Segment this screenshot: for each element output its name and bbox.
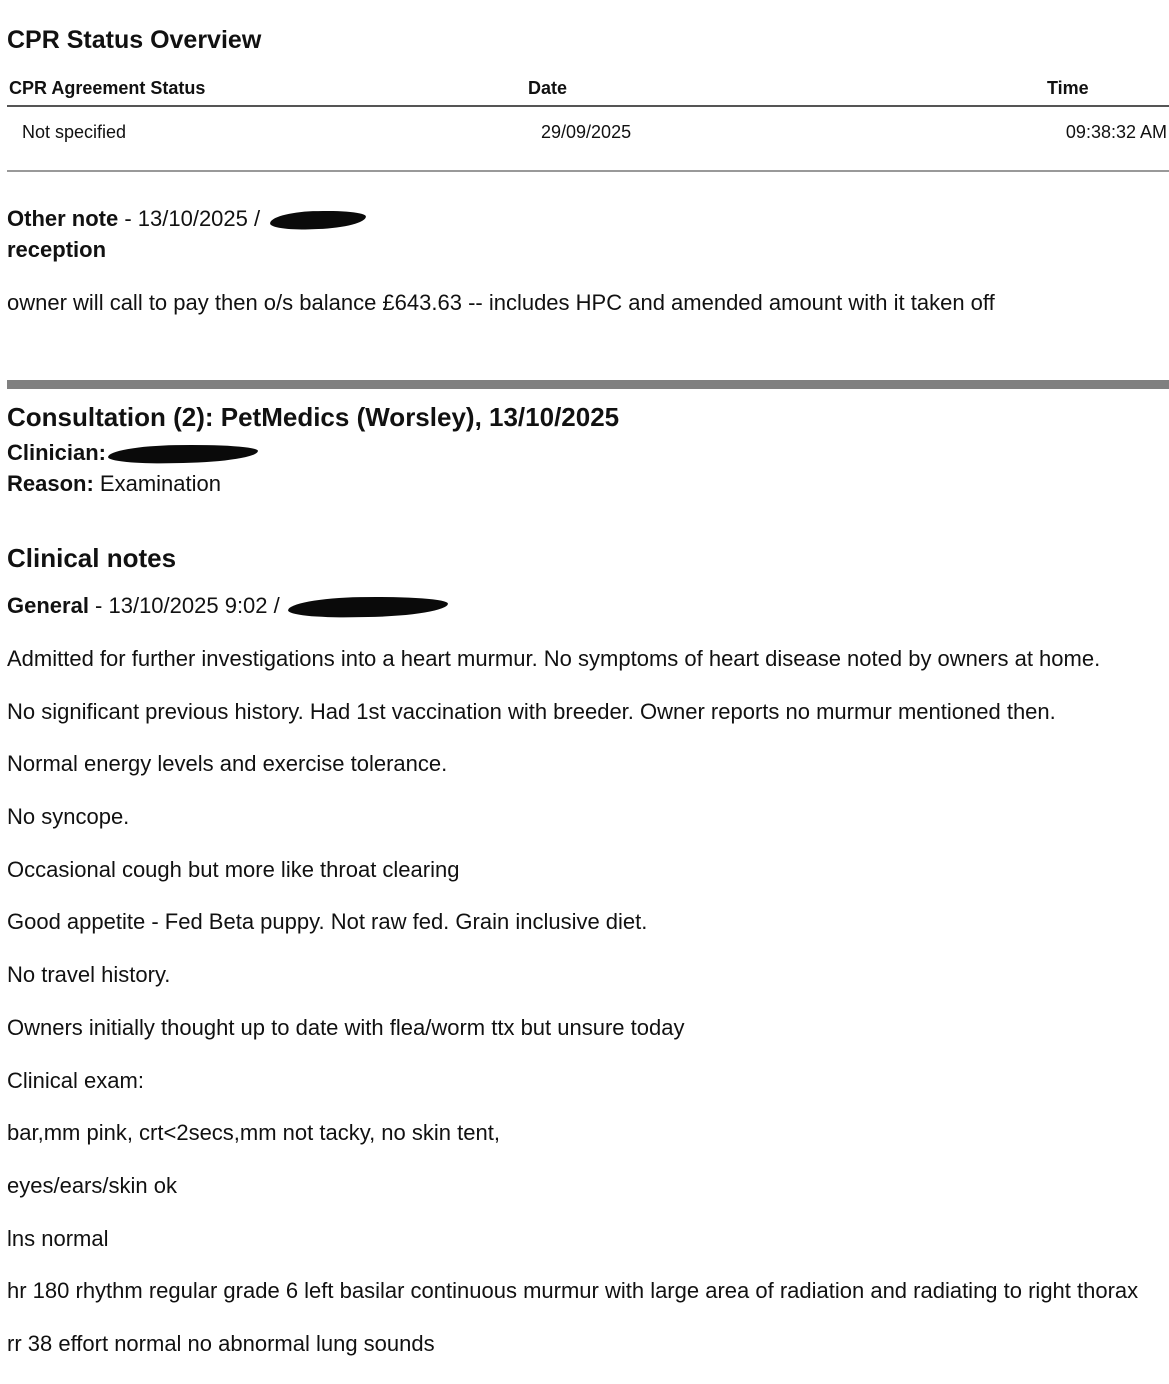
other-note-subtitle: reception (7, 237, 107, 262)
section-divider (7, 380, 1169, 389)
clinician-label: Clinician: (7, 440, 107, 465)
note-paragraph: eyes/ears/skin ok (7, 1172, 177, 1198)
redacted-author (288, 596, 448, 619)
general-note-header (7, 593, 448, 619)
note-paragraph: No significant previous history. Had 1st vaccination with breeder. Owner reports no murmur mentioned then. (7, 698, 1056, 724)
col-header-date: Date (528, 78, 568, 98)
cpr-date-value: 29/09/2025 (541, 122, 632, 142)
note-paragraph: Admitted for further investigations into a heart murmur. No symptoms of heart disease noted by owners at home. (7, 646, 1101, 671)
col-header-time: Time (1047, 78, 1089, 98)
general-label: General (7, 593, 89, 618)
note-paragraph: Occasional cough but more like throat clearing (7, 856, 460, 882)
cpr-table-header (7, 78, 1169, 107)
clinical-notes-heading: Clinical notes (7, 543, 177, 573)
note-paragraph: lns normal (7, 1225, 109, 1251)
cpr-time-value: 09:38:32 AM (1065, 122, 1167, 142)
general-meta: - 13/10/2025 9:02 / (88, 593, 286, 618)
col-header-status: CPR Agreement Status (9, 78, 206, 98)
note-paragraph: hr 180 rhythm regular grade 6 left basilar continuous murmur with large area of radiation and radiating to right thorax (7, 1278, 1139, 1304)
redacted-clinician (108, 444, 258, 465)
clinical-notes-list (7, 646, 1138, 1384)
cpr-table-row (7, 122, 1169, 172)
consultation-heading: Consultation (2): PetMedics (Worsley), 13/10/2025 (7, 402, 620, 432)
other-note-header (7, 206, 366, 232)
reason-label: Reason: (7, 471, 94, 496)
reason-value: Examination (93, 471, 221, 496)
note-paragraph: Good appetite - Fed Beta puppy. Not raw fed. Grain inclusive diet. (7, 909, 648, 935)
note-paragraph: No syncope. (7, 804, 130, 830)
clinician-line (7, 440, 258, 466)
other-note-meta: - 13/10/2025 / (118, 206, 267, 231)
reason-line (7, 471, 221, 497)
note-paragraph: bar,mm pink, crt<2secs,mm not tacky, no skin tent, (7, 1120, 500, 1146)
note-paragraph: Clinical exam: (7, 1067, 144, 1093)
cpr-status-heading: CPR Status Overview (7, 26, 262, 54)
note-paragraph: rr 38 effort normal no abnormal lung sounds (7, 1330, 435, 1356)
note-paragraph: No travel history. (7, 962, 171, 988)
cpr-status-value: Not specified (22, 122, 127, 142)
note-paragraph: Normal energy levels and exercise tolerance. (7, 751, 448, 777)
other-note-body: owner will call to pay then o/s balance £643.63 -- includes HPC and amended amount with it taken off (7, 290, 995, 315)
other-note-title: Other note (7, 206, 119, 231)
redacted-author (270, 210, 367, 231)
note-paragraph: Owners initially thought up to date with flea/worm ttx but unsure today (7, 1014, 685, 1040)
